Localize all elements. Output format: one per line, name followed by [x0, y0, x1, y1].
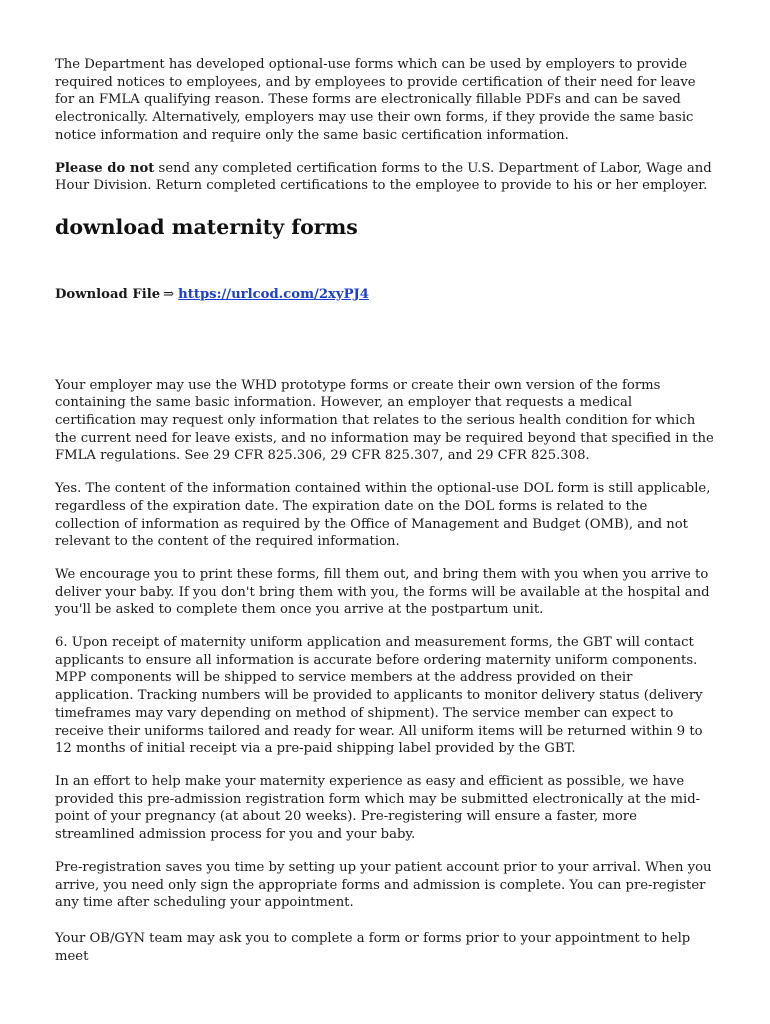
notice-bold-text: Please do not	[55, 160, 155, 176]
body-paragraph-4: 6. Upon receipt of maternity uniform application and measurement forms, the GBT will contact applicants to ensure all information is accurate before ordering maternity uniform components. MPP components will be shipped to service members at the address provided on their application. Tracking numbers will be provided to applicants to monitor delivery status (delivery timeframes may vary depending on method of shipment). The service member can expect to receive their uniforms tailored and ready for wear. All uniform items will be returned within 9 to 12 months of initial receipt via a pre-paid shipping label provided by the GBT.	[55, 635, 703, 757]
download-link[interactable]: https://urlcod.com/2xyPJ4	[178, 286, 369, 302]
download-line	[55, 286, 715, 304]
download-label: Download File	[55, 286, 161, 302]
notice-text: send any completed certification forms to the U.S. Department of Labor, Wage and Hour Division. Return completed certifications to the employee to provide to his or her employer.	[55, 160, 712, 194]
page-title: download maternity forms	[55, 214, 358, 239]
body-paragraph-5: In an effort to help make your maternity experience as easy and efficient as possible, we have provided this pre-admission registration form which may be submitted electronically at the mid-point of your pregnancy (at about 20 weeks). Pre-registering will ensure a faster, more streamlined admission process for you and your baby.	[55, 773, 701, 843]
body-paragraph-6: Pre-registration saves you time by setting up your patient account prior to your arrival. When you arrive, you need only sign the appropriate forms and admission is complete. You can pre-register any time after scheduling your appointment.	[55, 859, 712, 911]
notice-paragraph	[55, 160, 715, 195]
intro-paragraph: The Department has developed optional-use forms which can be used by employers to provide required notices to employees, and by employees to provide certification of their need for leave for an FMLA qualifying reason. These forms are electronically fillable PDFs and can be saved electronically. Alternatively, employers may use their own forms, if they provide the same basic notice information and require only the same basic certification information.	[55, 57, 696, 143]
body-paragraph-3: We encourage you to print these forms, fill them out, and bring them with you when you arrive to deliver your baby. If you don't bring them with you, the forms will be available at the hospital and you'll be asked to complete them once you arrive at the postpartum unit.	[55, 566, 710, 618]
body-paragraph-2: Yes. The content of the information contained within the optional-use DOL form is still applicable, regardless of the expiration date. The expiration date on the DOL forms is related to the collection of information as required by the Office of Management and Budget (OMB), and not relevant to the content of the required information.	[55, 481, 711, 550]
body-paragraph-1: Your employer may use the WHD prototype forms or create their own version of the forms containing the same basic information. However, an employer that requests a medical certification may request only information that relates to the serious health condition for which the current need for leave exists, and no information may be required beyond that specified in the FMLA regulations. See 29 CFR 825.306, 29 CFR 825.307, and 29 CFR 825.308.	[55, 377, 714, 464]
body-paragraph-7: Your OB/GYN team may ask you to complete a form or forms prior to your appointment to help meet	[55, 930, 691, 964]
arrow-icon: ⇒	[163, 286, 175, 302]
